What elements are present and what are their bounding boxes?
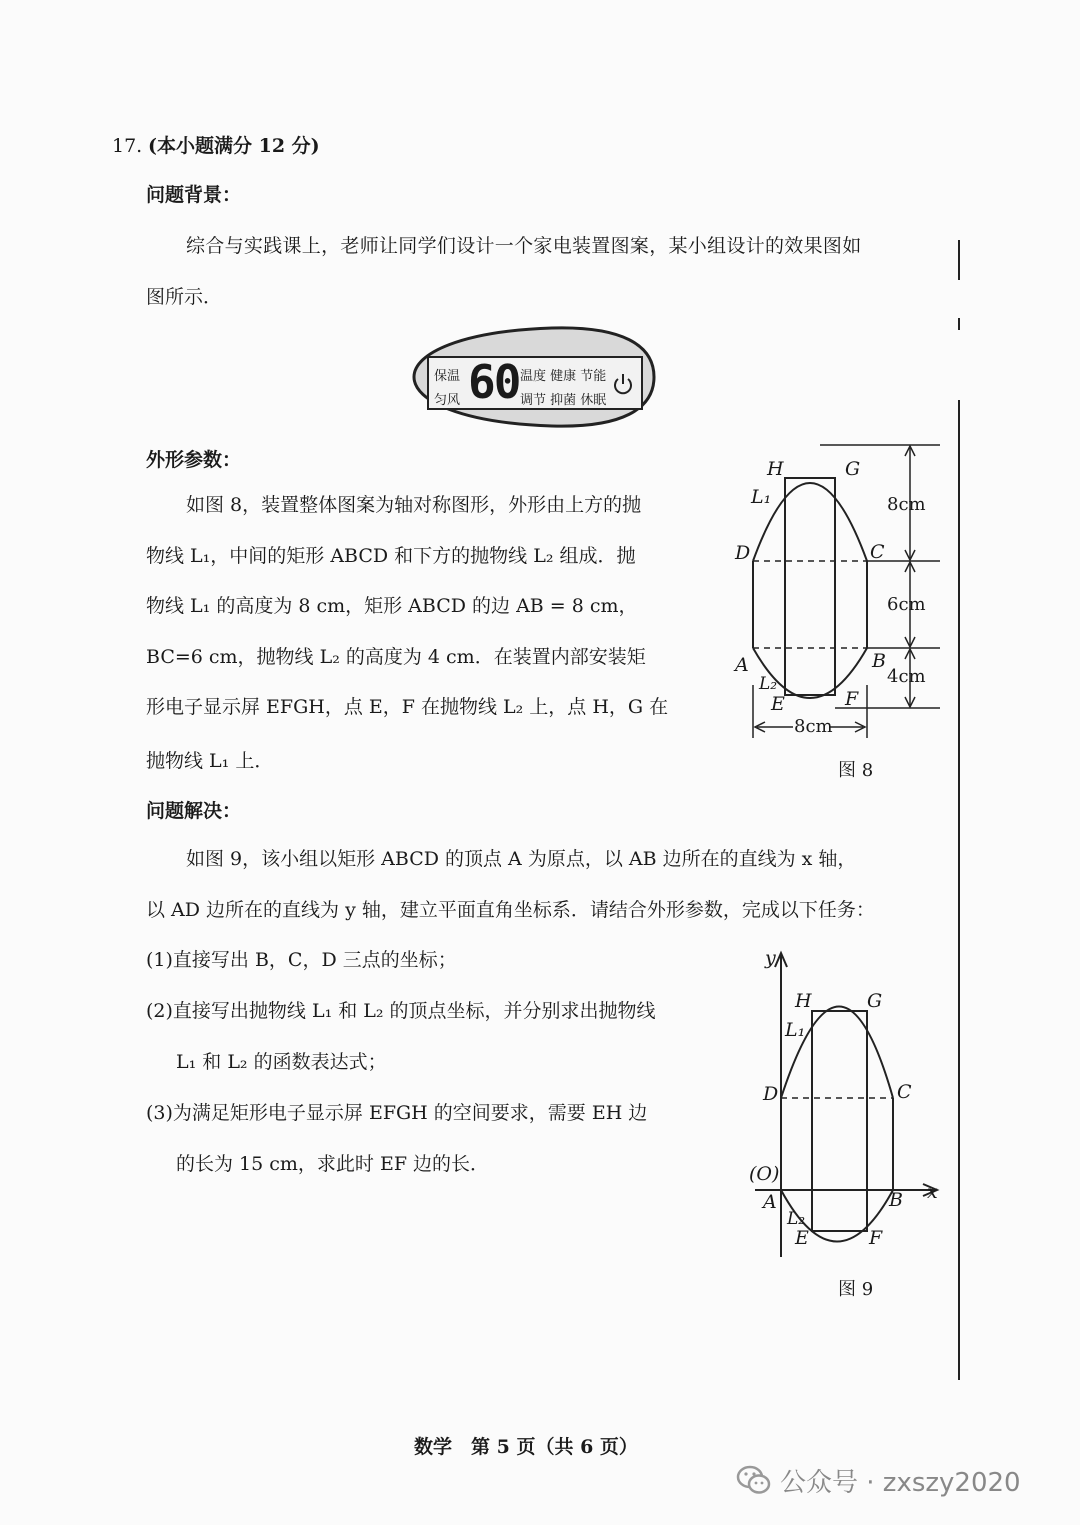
margin-rule-mark [958, 318, 960, 330]
solve-line-1: 如图 9，该小组以矩形 ABCD 的顶点 A 为原点，以 AB 边所在的直线为 x 轴， [186, 848, 857, 870]
fig8-label-A: A [735, 654, 749, 676]
fig8-height-4cm: 4cm [887, 666, 926, 687]
background-line-2: 图所示． [146, 286, 223, 308]
fig8-height-8cm: 8cm [887, 494, 926, 515]
watermark [736, 1460, 1021, 1500]
device-label-left-top: 保温 [434, 369, 461, 384]
question-number: 17. [112, 135, 143, 157]
task-2a: (2)直接写出抛物线 L₁ 和 L₂ 的顶点坐标，并分别求出抛物线 [146, 1000, 656, 1022]
fig9-label-F: F [869, 1227, 883, 1249]
fig9-label-O: (O) [749, 1163, 780, 1185]
task-3b: 的长为 15 cm，求此时 EF 边的长． [176, 1153, 490, 1175]
fig9-label-B: B [889, 1189, 903, 1211]
fig8-label-L1: L₁ [751, 486, 772, 508]
solve-line-2: 以 AD 边所在的直线为 y 轴，建立平面直角坐标系．请结合外形参数，完成以下任务： [146, 899, 875, 921]
fig9-caption: 图 9 [838, 1279, 874, 1300]
wechat-icon [736, 1464, 772, 1496]
fig9-label-y: y [765, 947, 776, 969]
fig8-label-D: D [735, 542, 751, 564]
shape-heading: 外形参数： [146, 449, 242, 471]
device-illustration [402, 325, 662, 429]
fig9-label-G: G [867, 990, 883, 1012]
question-points: (本小题满分 12 分) [148, 135, 320, 157]
fig9-label-D: D [763, 1083, 779, 1105]
page-footer: 数学 第 5 页（共 6 页） [414, 1436, 638, 1458]
fig8-width-8cm: 8cm [794, 716, 833, 737]
fig8-height-6cm: 6cm [887, 594, 926, 615]
shape-line-2: 物线 L₁，中间的矩形 ABCD 和下方的抛物线 L₂ 组成．抛 [146, 545, 636, 567]
fig8-label-H: H [767, 458, 784, 480]
figure-8 [735, 440, 950, 740]
device-display: 60 [468, 355, 520, 409]
shape-line-6: 抛物线 L₁ 上． [146, 750, 274, 772]
fig8-label-E: E [771, 693, 785, 715]
solve-heading: 问题解决： [146, 800, 242, 822]
shape-line-4: BC=6 cm，抛物线 L₂ 的高度为 4 cm．在装置内部安装矩 [146, 646, 646, 668]
fig9-label-E: E [795, 1227, 809, 1249]
margin-rule-main [958, 400, 960, 1380]
device-label-mid-top: 温度 健康 节能 [520, 369, 607, 384]
figure-9 [745, 945, 950, 1260]
margin-rule-top [958, 240, 960, 280]
shape-line-3: 物线 L₁ 的高度为 8 cm，矩形 ABCD 的边 AB = 8 cm， [146, 595, 638, 617]
fig9-label-L1: L₁ [785, 1019, 806, 1041]
background-line-1: 综合与实践课上，老师让同学们设计一个家电装置图案，某小组设计的效果图如 [186, 235, 862, 257]
fig9-label-C: C [897, 1081, 912, 1103]
power-icon [612, 371, 634, 397]
task-2b: L₁ 和 L₂ 的函数表达式； [176, 1051, 387, 1073]
device-label-mid-bottom: 调节 抑菌 休眠 [520, 393, 607, 408]
fig9-label-H: H [795, 990, 812, 1012]
fig8-caption: 图 8 [838, 760, 874, 781]
shape-line-1: 如图 8，装置整体图案为轴对称图形，外形由上方的抛 [186, 494, 642, 516]
device-label-left-bottom: 匀风 [434, 393, 461, 408]
task-1: (1)直接写出 B，C，D 三点的坐标； [146, 949, 457, 971]
fig9-label-x: x [927, 1181, 938, 1203]
background-heading: 问题背景： [146, 184, 242, 206]
shape-line-5: 形电子显示屏 EFGH，点 E，F 在抛物线 L₂ 上，点 H，G 在 [146, 696, 669, 718]
fig8-label-F: F [845, 688, 859, 710]
fig8-label-G: G [845, 458, 861, 480]
fig8-label-C: C [870, 541, 885, 563]
fig9-label-L2: L₂ [787, 1209, 806, 1229]
fig8-label-B: B [872, 650, 886, 672]
watermark-text: 公众号 · zxszy2020 [780, 1467, 1021, 1498]
fig8-label-L2: L₂ [759, 674, 778, 694]
fig9-label-A: A [763, 1191, 777, 1213]
task-3a: (3)为满足矩形电子显示屏 EFGH 的空间要求，需要 EH 边 [146, 1102, 648, 1124]
